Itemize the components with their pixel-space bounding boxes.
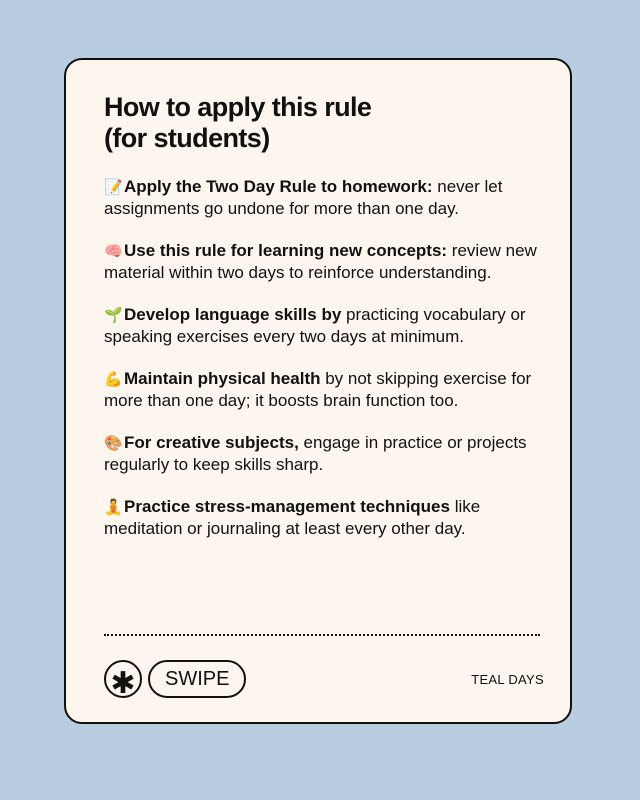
list-item [104, 240, 544, 283]
dotted-divider [104, 634, 540, 636]
swipe-button[interactable]: SWIPE [148, 660, 246, 698]
slide-card [64, 58, 572, 724]
item-text: engage in practice or projects regularly to keep skills sharp. [104, 433, 527, 474]
asterisk-icon: ✱ [104, 660, 142, 698]
title-line-1: How to apply this rule [104, 92, 372, 122]
brain-icon: 🧠 [104, 243, 123, 260]
item-heading: Develop language skills by [124, 305, 342, 324]
footer [104, 660, 544, 700]
list-item [104, 304, 544, 347]
item-heading: Use this rule for learning new concepts: [124, 241, 448, 260]
title-line-2: (for students) [104, 123, 270, 153]
item-text: by not skipping exercise for more than one day; it boosts brain function too. [104, 369, 532, 410]
list-item [104, 496, 544, 539]
item-text: review new material within two days to reinforce understanding. [104, 241, 537, 282]
memo-icon: 📝 [104, 179, 123, 196]
flexed-biceps-icon: 💪 [104, 371, 123, 388]
list-item [104, 176, 544, 219]
brand-label: TEAL DAYS [471, 672, 544, 687]
tips-list [104, 176, 544, 560]
palette-icon: 🎨 [104, 435, 123, 452]
seedling-icon: 🌱 [104, 307, 123, 324]
list-item [104, 368, 544, 411]
list-item [104, 432, 544, 475]
item-heading: Maintain physical health [124, 369, 321, 388]
item-heading: Practice stress-management techniques [124, 497, 450, 516]
item-heading: Apply the Two Day Rule to homework: [124, 177, 433, 196]
meditation-icon: 🧘 [104, 499, 123, 516]
page-title [104, 92, 544, 154]
item-text: practicing vocabulary or speaking exercises every two days at minimum. [104, 305, 526, 346]
item-text: like meditation or journaling at least every other day. [104, 497, 481, 538]
item-text: never let assignments go undone for more than one day. [104, 177, 503, 218]
item-heading: For creative subjects, [124, 433, 299, 452]
